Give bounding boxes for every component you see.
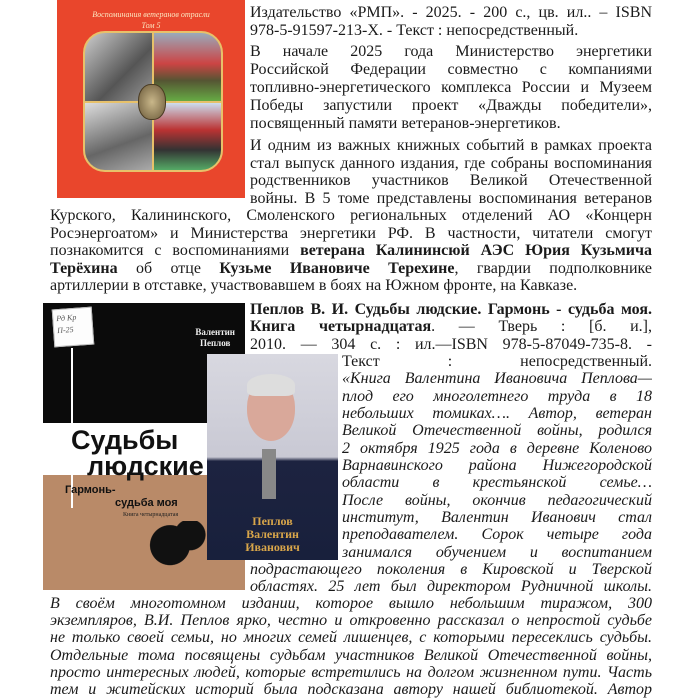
italic-line: экземпляров, В.И. Пеплов ярко, честно и откровенно рассказал о непростой судьбе [50,612,652,629]
sticker-text: Рд Кр [56,312,77,324]
text-line: Курского, Калининского, Смоленского региональных отделений АО «Концерн [50,207,652,224]
italic-line: подрастающего поколения в Кировской и Тверской [250,561,652,578]
text-line: родственников участников Великой Отечественной [250,172,652,189]
cover-title [71,427,204,479]
italic-line: Отдельные тома посвящены судьбам участников Великой Отечественной войны, [50,647,652,664]
bold-text: Пеплов В. И. Судьбы людские. Гармонь - судьба моя. [250,301,652,318]
author-portrait [207,354,338,560]
italic-line: просто интересных людей, которые встретились на долгом жизненном пути. Часть [50,664,652,681]
text-line: В начале 2025 года Министерство энергетики [250,43,652,60]
book-cover-veterans-memories [57,0,245,198]
title-line: людские [87,451,204,481]
text-span: . — Тверь : [б. и.], [431,318,652,335]
cover-volume: Том 5 [141,21,161,30]
text-span: , гвардии подполковнике [454,260,652,277]
sticker-text: П-25 [56,324,74,336]
text-line: Текст : непосредственный. [342,353,652,370]
italic-line: 2 октября 1925 года в деревне Коленово [342,440,652,457]
flowers-illustration [138,521,218,590]
portrait-hair [247,374,295,396]
bold-text: Терёхина [50,260,118,277]
cover-subtitle: Воспоминания ветеранов отрасли [92,10,210,19]
text-line: Российской Федерации совместно с компаниями [250,61,652,78]
italic-line: После войны, окончив педагогический [342,492,652,509]
library-sticker [52,307,95,348]
italic-line: плод его многолетнего труда в 18 [342,388,652,405]
italic-line: «Книга Валентина Ивановича Пеплова— [342,370,652,387]
cover-photo [154,103,221,171]
bold-text: Кузьме Ивановиче Терехине [219,260,455,277]
italic-line: не только своей семьи, но многих семей лишенцев, с которыми пересеклись судьбы. [50,629,652,646]
italic-line: областях. 25 лет был директором Рудничной школы. [250,578,652,595]
bold-text: ветерана Калининсюй АЭС Юрия Кузьмича [300,242,652,259]
italic-line: институт, Валентин Иванович стал [342,509,652,526]
text-span: об отце [117,260,220,277]
badge-emblem [138,84,166,120]
author-last: Пеплов [200,338,231,348]
italic-line: В своём многотомном издании, которое вышло небольшим тиражом, 300 [50,595,652,612]
title-line: Судьбы [71,425,179,455]
caption-line: Валентин [246,527,299,541]
text-line: И одним из важных книжных событий в рамках проекта [250,137,652,154]
italic-line: области в крестьянской семье… [342,474,652,491]
text-line [50,242,652,260]
cover-photo [154,33,221,101]
portrait-tie [262,449,276,499]
caption-line: Пеплов [252,514,293,528]
italic-line: Варнавинского района Нижегородской [342,457,652,474]
text-line: Издательство «РМП». - 2025. - 200 с., цв. ил.. – ISBN [250,4,652,21]
text-span: познакомится с воспоминаниями [50,242,301,259]
subtitle-line: Гармонь- [65,484,116,496]
text-line: топливно-энергетического комплекса России и Музеем [250,79,652,96]
italic-line: преподавателем. Сорок четыре года [342,526,652,543]
text-line: 2010. — 304 с. : ил.—ISBN 978-5-87049-735-8. - [250,336,652,353]
bold-text: Книга четырнадцатая [250,318,432,335]
subtitle-line: судьба моя [115,497,178,509]
text-line: стал выпуск данного издания, где собраны воспоминания [250,155,652,172]
italic-line: Великой Отечественной войны, родился [342,422,652,439]
portrait-caption [207,515,338,554]
cover-book-number: Книга четырнадцатая [123,512,179,518]
text-line: Росэнергоатом» и Министерства энергетики РФ. В частности, читатели смогут [50,225,652,242]
italic-line: тем и житейских историй была подсказана автору нашей библиотекой. Автор [50,681,652,698]
author-first: Валентин [195,327,235,337]
text-line: 978-5-91597-213-Х. - Текст : непосредственный. [250,22,579,39]
text-line: артиллерии в отставке, участвовавшем в боях на Южном фронте, на Кавказе. [50,277,578,294]
text-line: войны. В 5 томе представлены воспоминания ветеранов [250,190,652,207]
text-line [250,318,652,336]
caption-line: Иванович [245,540,300,554]
cover-author [195,327,235,349]
text-line [50,260,652,278]
text-line: посвященный памяти ветеранов-энергетиков. [250,115,561,132]
book-title-line [250,301,652,319]
cover-subtitle [65,484,178,510]
italic-line: занимался обучением и воспитанием [342,544,652,561]
text-line: Победы запустили проект «Дважды победители», [250,97,652,114]
italic-line: небольших томиках…. Автор, ветеран [342,405,652,422]
